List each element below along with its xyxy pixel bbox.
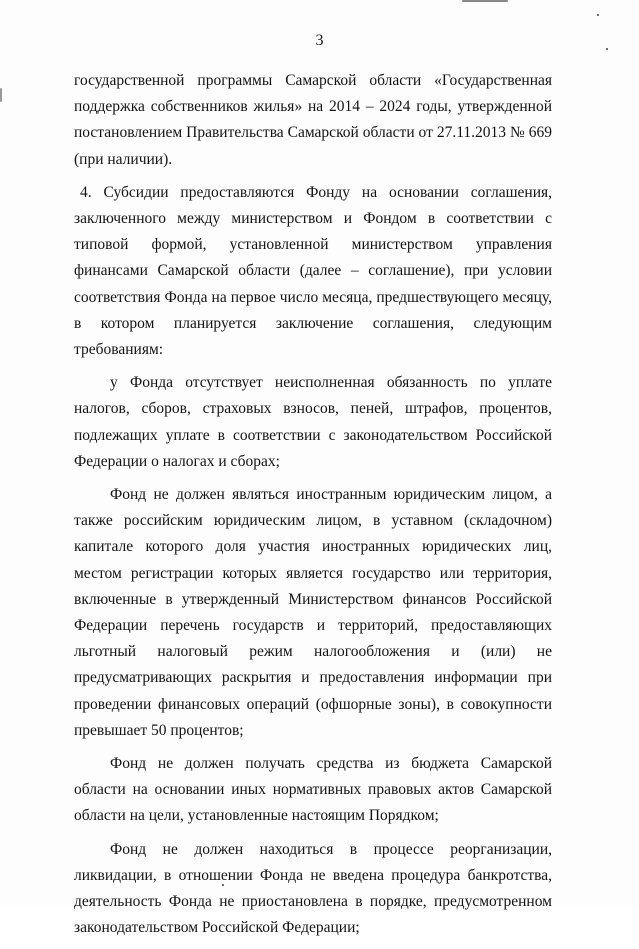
- scan-mark-top: [462, 0, 508, 2]
- paragraph-budget-funds: Фонд не должен получать средства из бюджета Самарской области на основании иных нормативных правовых актов Самарской области на цели, установленные настоящим Порядком;: [74, 755, 552, 825]
- paragraph-tax-obligations: у Фонда отсутствует неисполненная обязанность по уплате налогов, сборов, страховых взносов, пеней, штрафов, процентов, подлежащих уплате в соответствии с законодательством Российской Федерации о налогах и сборах;: [74, 374, 552, 470]
- paragraph-program-reference: государственной программы Самарской области «Государственная поддержка собственников жилья» на 2014 – 2024 годы, утвержденной постановлением Правительства Самарской области от 27.11.2013 № 669 (при наличии).: [74, 72, 552, 168]
- document-body: [74, 68, 552, 949]
- scan-mark-bottom: [222, 884, 224, 886]
- scan-mark-right-2: [606, 48, 608, 50]
- paragraph-foreign-entity: Фонд не должен являться иностранным юридическим лицом, а также российским юридическим лицом, в уставном (складочном) капитале которого доля участия иностранных юридических лиц, местом регистрации которых является государство или территория, включенные в утвержденный Министерством финансов Российской Федерации перечень государств и территорий, предоставляющих льготный налоговый режим налогообложения и (или) не предусматривающих раскрытия и предоставления информации при проведении финансовых операций (офшорные зоны), в совокупности превышает 50 процентов;: [74, 486, 552, 739]
- paragraph-item-4-subsidies: 4. Субсидии предоставляются Фонду на основании соглашения, заключенного между министерством и Фондом в соответствии с типовой формой, установленной министерством управления финансами Самарской области (далее – соглашение), при условии соответствия Фонда на первое число месяца, предшествующего месяцу, в котором планируется заключение соглашения, следующим требованиям:: [74, 183, 552, 359]
- paragraph-reorganization: Фонд не должен находиться в процессе реорганизации, ликвидации, в отношении Фонда не введена процедура банкротства, деятельность Фонда не приостановлена в порядке, предусмотренном законодательством Российской Федерации;: [74, 840, 552, 937]
- scan-mark-right: [597, 14, 599, 16]
- scan-mark-left: [0, 88, 2, 102]
- page-number: 3: [315, 32, 324, 49]
